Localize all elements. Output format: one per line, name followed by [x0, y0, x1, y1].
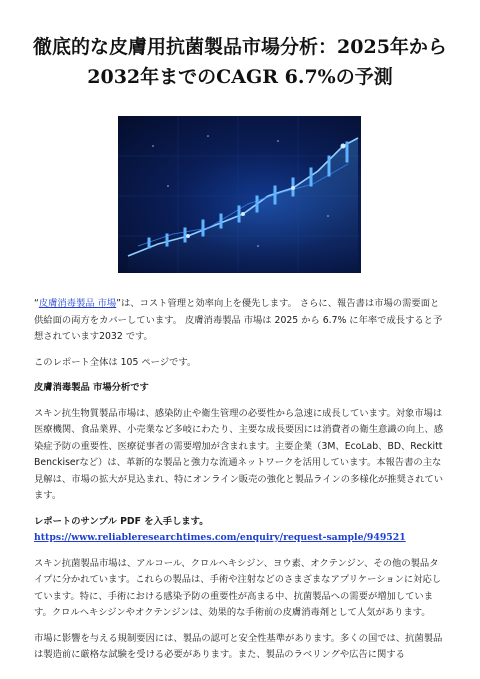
- title-line-2: 2032年までのCAGR 6.7%の予測: [87, 66, 393, 88]
- sample-label: レポートのサンプル PDF を入手します。: [34, 515, 209, 527]
- regulation-paragraph: 市場に影響を与える規制要因には、製品の認可と安全性基準があります。多くの国では、抗菌製品は製造前に厳格な試験を受ける必要があります。また、製品のラベリングや広告に関する: [34, 632, 443, 660]
- page-title: [30, 32, 450, 92]
- intro-text: ”は、コスト管理と効率向上を優先します。 さらに、報告書は市場の需要面と供給面の両方をカバーしています。 皮膚消毒製品 市場は 2025 から 6.7% に年率で成長すると予想されています2032 です。: [34, 298, 443, 342]
- market-link[interactable]: 皮膚消毒製品 市場: [38, 298, 117, 309]
- segments-paragraph: スキン抗菌製品市場は、アルコール、クロルヘキシジン、ヨウ素、オクテンジン、その他の製品タイプに分かれています。これらの製品は、手術や注射などのさまざまなアプリケーションに対応しています。特に、手術における感染予防の重要性が高まる中、抗菌製品への需要が増加しています。クロルヘキシジンやオクテンジンは、効果的な手術前の皮膚消毒剤として人気があります。: [34, 557, 442, 618]
- article-body: [34, 296, 446, 664]
- pages-note: このレポート全体は 105 ページです。: [34, 356, 197, 368]
- open-quote: “: [34, 298, 39, 309]
- sample-request: [34, 514, 446, 547]
- intro-paragraph: [34, 296, 446, 346]
- title-line-1: 徹底的な皮膚用抗菌製品市場分析：2025年から: [33, 36, 447, 58]
- growth-chart-graphic: [118, 116, 361, 273]
- analysis-paragraph: スキン抗生物質製品市場は、感染防止や衛生管理の必要性から急速に成長しています。対象市場は医療機関、食品業界、小売業など多岐にわたり、主要な成長要因には消費者の衛生意識の向上、感染症予防の重要性、医療従事者の需要増加が含まれます。主要企業（3M、EcoLab、BD、Reckitt Benckiserなど）は、革新的な製品と強力な流通ネットワークを活用しています。本報告書の主な見解は、市場の拡大が見込まれ、特にオンライン販売の強化と製品ラインの多様化が推奨されています。: [34, 407, 444, 501]
- sample-link[interactable]: https://www.reliableresearchtimes.com/enquiry/request-sample/949521: [34, 532, 406, 543]
- section-heading: 皮膚消毒製品 市場分析です: [34, 382, 149, 393]
- hero-image: [118, 116, 361, 273]
